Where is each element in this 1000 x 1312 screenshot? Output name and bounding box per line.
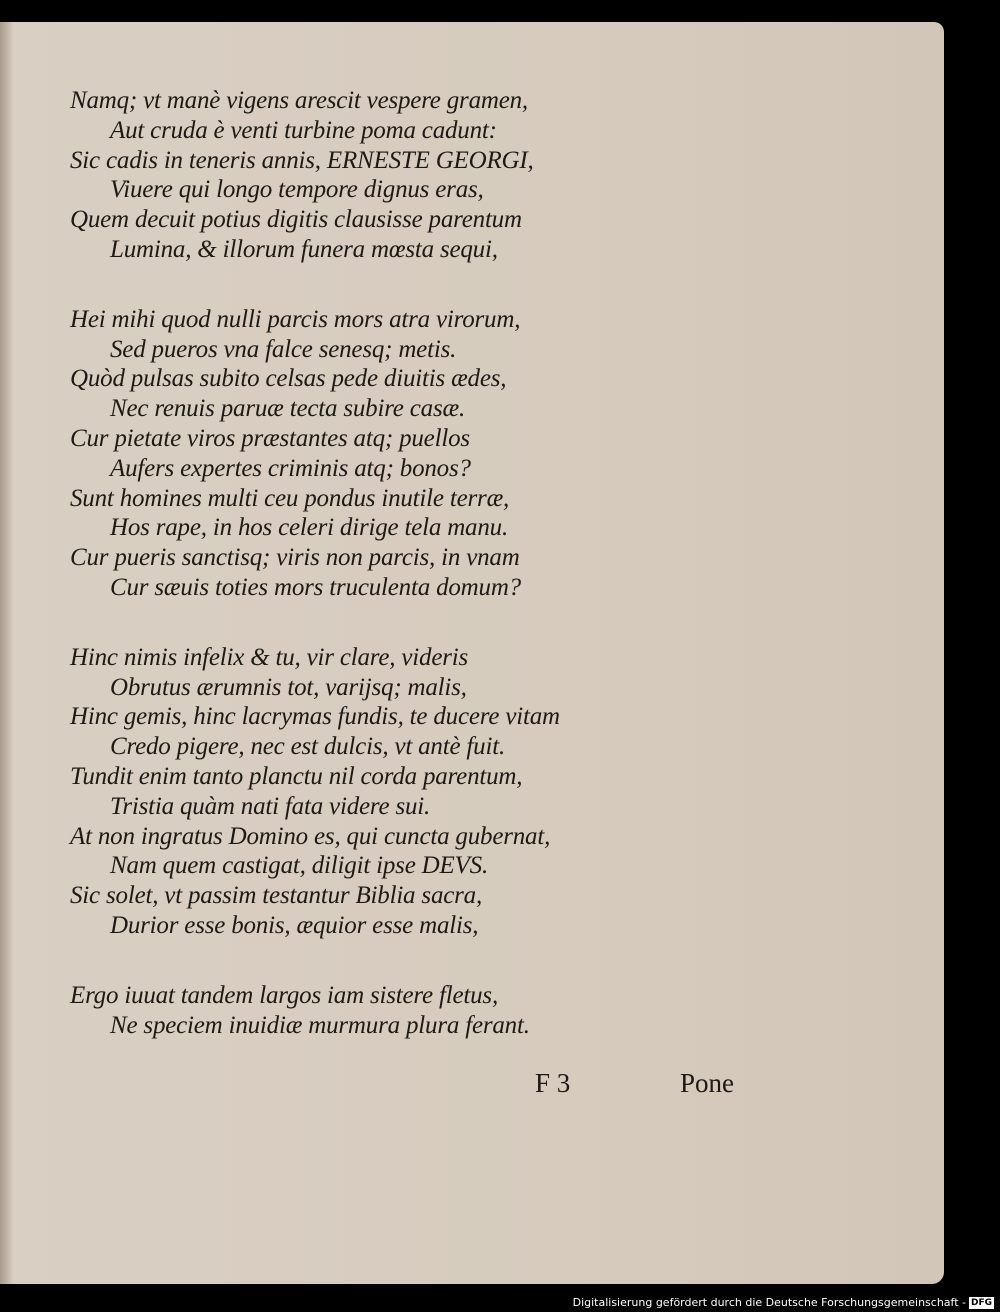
poem-line: Hinc nimis infelix & tu, vir clare, videris <box>70 643 469 671</box>
poem-line: Durior esse bonis, æquior esse malis, <box>110 912 479 939</box>
poem-line: Cur pietate viros præstantes atq; puellos <box>70 425 470 452</box>
poem-line: Tundit enim tanto planctu nil corda parentum, <box>70 763 523 790</box>
poem-line: Aufers expertes criminis atq; bonos? <box>110 454 471 482</box>
poem-line: Quem decuit potius digitis clausisse parentum <box>70 206 522 234</box>
digitization-credit <box>573 1296 994 1309</box>
poem-line: Sic cadis in teneris annis, ERNESTE GEORGI, <box>70 146 534 174</box>
poem-line: Lumina, & illorum funera mœsta sequi, <box>110 236 498 263</box>
poem-line: Namq; vt manè vigens arescit vespere gramen, <box>70 87 528 114</box>
poem-line: Sic solet, vt passim testantur Biblia sacra, <box>70 882 483 910</box>
catchword: Pone <box>680 1068 734 1098</box>
credit-text: Digitalisierung gefördert durch die Deutsche Forschungsgemeinschaft - <box>572 1296 966 1309</box>
dfg-logo: DFG <box>970 1297 992 1308</box>
poem-line: At non ingratus Domino es, qui cuncta gubernat, <box>70 822 551 850</box>
poem-line: Cur pueris sanctisq; viris non parcis, in vnam <box>70 544 520 572</box>
poem-line: Hinc gemis, hinc lacrymas fundis, te ducere vitam <box>70 703 560 731</box>
poem-line: Credo pigere, nec est dulcis, vt antè fuit. <box>110 733 506 761</box>
poem-line: Quòd pulsas subito celsas pede diuitis ædes, <box>70 365 507 393</box>
poem-line: Nam quem castigat, diligit ipse DEVS. <box>110 852 488 880</box>
poem-line: Cur sæuis toties mors truculenta domum? <box>110 574 521 601</box>
book-page <box>0 22 944 1284</box>
poem-line: Tristia quàm nati fata videre sui. <box>110 792 431 820</box>
poem-line: Ergo iuuat tandem largos iam sistere fletus, <box>70 981 498 1009</box>
poem-line: Viuere qui longo tempore dignus eras, <box>110 176 484 204</box>
poem-line: Sunt homines multi ceu pondus inutile terræ, <box>70 484 510 512</box>
poem-line: Obrutus ærumnis tot, varijsq; malis, <box>110 673 467 701</box>
poem-line: Sed pueros vna falce senesq; metis. <box>110 335 457 363</box>
signature-mark: F 3 <box>535 1068 571 1098</box>
poem-line: Hei mihi quod nulli parcis mors atra virorum, <box>70 305 521 333</box>
poem-line: Ne speciem inuidiæ murmura plura ferant. <box>110 1011 530 1039</box>
poem-line: Aut cruda è venti turbine poma cadunt: <box>110 116 497 144</box>
poem-line: Nec renuis paruæ tecta subire casæ. <box>110 395 465 423</box>
poem-line: Hos rape, in hos celeri dirige tela manu. <box>110 514 509 542</box>
